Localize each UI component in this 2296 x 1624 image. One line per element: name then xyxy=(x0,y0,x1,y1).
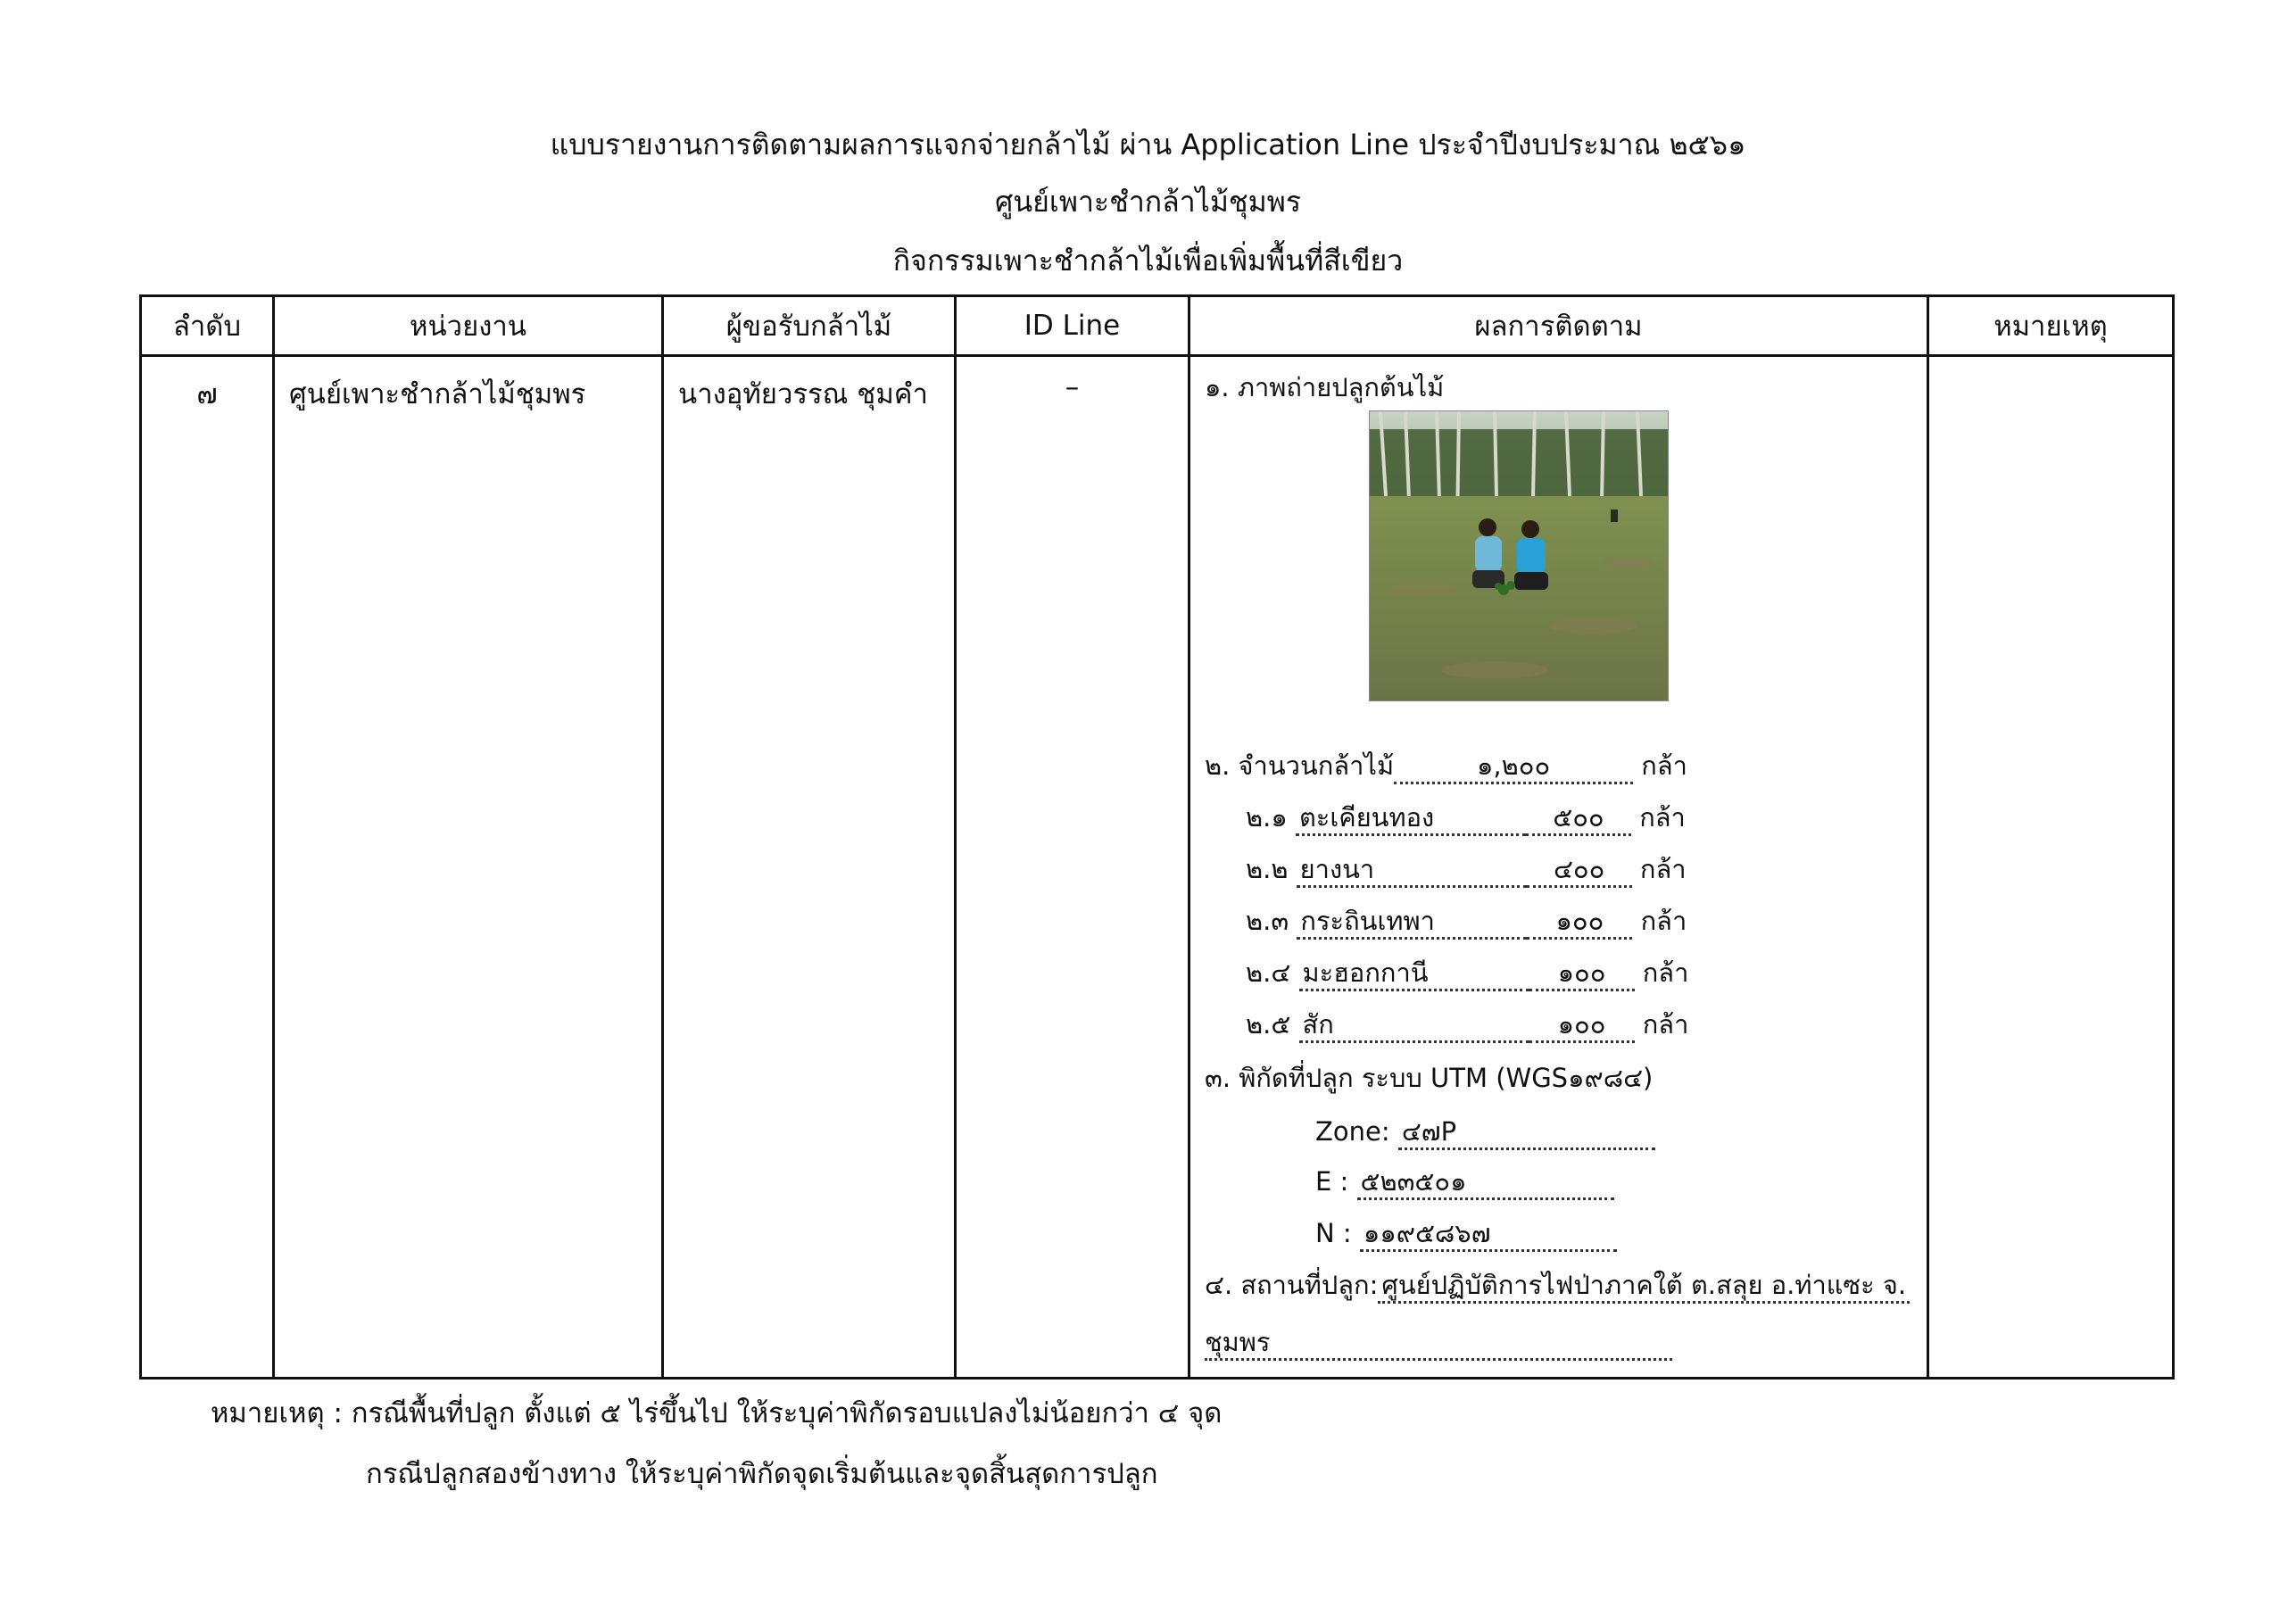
species-unit: กล้า xyxy=(1639,802,1686,833)
location-line xyxy=(1205,1269,1910,1304)
species-item xyxy=(1246,853,1687,888)
species-qty: ๕๐๐ xyxy=(1526,801,1631,836)
zone-label: Zone: xyxy=(1315,1116,1390,1147)
species-item xyxy=(1246,957,1688,991)
location-value-2: ชุมพร xyxy=(1205,1326,1672,1361)
table-header-row xyxy=(141,296,2174,356)
footnote-line-2: กรณีปลูกสองข้างทาง ให้ระบุค่าพิกัดจุดเริ่มต้นและจุดสิ้นสุดการปลูก xyxy=(366,1458,1158,1490)
photo-caption: ๑. ภาพถ่ายปลูกต้นไม้ xyxy=(1205,372,1445,402)
northing-label: N : xyxy=(1315,1218,1352,1248)
species-no: ๒.๔ xyxy=(1246,957,1291,988)
footnotes xyxy=(211,1383,1222,1504)
species-qty: ๑๐๐ xyxy=(1527,905,1632,940)
seedling-total-unit: กล้า xyxy=(1641,750,1687,781)
northing-line xyxy=(1315,1217,1617,1252)
agency-cell: ศูนย์เพาะชำกล้าไม้ชุมพร xyxy=(274,356,663,1379)
species-unit: กล้า xyxy=(1639,854,1687,884)
species-no: ๒.๒ xyxy=(1246,854,1289,884)
easting-line xyxy=(1315,1165,1614,1200)
seedling-total-label: ๒. จำนวนกล้าไม้ xyxy=(1205,750,1395,781)
zone-value: ๔๗P xyxy=(1398,1115,1655,1150)
easting-label: E : xyxy=(1315,1166,1349,1197)
report-table xyxy=(139,294,2175,1380)
zone-line xyxy=(1315,1115,1655,1150)
species-item xyxy=(1246,801,1686,836)
planting-photo-image xyxy=(1370,411,1668,700)
footnote-line-1: หมายเหตุ : กรณีพื้นที่ปลูก ตั้งแต่ ๕ ไร่ขึ้นไป ให้ระบุค่าพิกัดรอบแปลงไม่น้อยกว่า ๔ จุด xyxy=(211,1397,1223,1429)
report-title: แบบรายงานการติดตามผลการแจกจ่ายกล้าไม้ ผ่าน Application Line ประจำปีงบประมาณ ๒๕๖๑ xyxy=(550,128,1746,162)
table-row xyxy=(141,356,2174,1379)
coordinates-heading: ๓. พิกัดที่ปลูก ระบบ UTM (WGS๑๙๘๔) xyxy=(1205,1063,1654,1093)
seedling-total-value: ๑,๒๐๐ xyxy=(1394,750,1633,784)
col-recipient: ผู้ขอรับกล้าไม้ xyxy=(663,296,956,356)
species-item xyxy=(1246,1008,1688,1043)
remark-cell xyxy=(1928,356,2174,1379)
species-no: ๒.๓ xyxy=(1246,906,1289,936)
species-no: ๒.๑ xyxy=(1246,802,1288,833)
col-agency: หน่วยงาน xyxy=(274,296,663,356)
result-cell xyxy=(1189,356,1928,1379)
species-qty: ๔๐๐ xyxy=(1527,853,1632,888)
activity-name: กิจกรรมเพาะชำกล้าไม้เพื่อเพิ่มพื้นที่สีเขียว xyxy=(892,244,1404,278)
species-item xyxy=(1246,905,1687,940)
id-line-cell: – xyxy=(956,356,1189,1379)
northing-value: ๑๑๙๕๘๖๗ xyxy=(1360,1217,1617,1252)
species-qty: ๑๐๐ xyxy=(1529,957,1635,991)
location-label: ๔. สถานที่ปลูก: xyxy=(1205,1270,1379,1300)
center-name: ศูนย์เพาะชำกล้าไม้ชุมพร xyxy=(994,185,1302,219)
col-order: ลำดับ xyxy=(141,296,274,356)
planting-photo xyxy=(1369,410,1669,701)
species-name: สัก xyxy=(1299,1008,1529,1043)
species-name: กระถินเทพา xyxy=(1297,905,1527,940)
species-qty: ๑๐๐ xyxy=(1529,1008,1635,1043)
species-unit: กล้า xyxy=(1642,1009,1689,1040)
seedling-total-line xyxy=(1205,750,1687,784)
col-result: ผลการติดตาม xyxy=(1189,296,1928,356)
species-name: ตะเคียนทอง xyxy=(1296,801,1526,836)
species-name: ยางนา xyxy=(1297,853,1527,888)
location-value: ศูนย์ปฏิบัติการไฟป่าภาคใต้ ต.สลุย อ.ท่าแซะ จ. xyxy=(1378,1269,1910,1304)
species-name: มะฮอกกานี xyxy=(1299,957,1529,991)
col-id-line: ID Line xyxy=(956,296,1189,356)
species-unit: กล้า xyxy=(1642,957,1689,988)
location-line-2 xyxy=(1205,1326,1672,1361)
recipient-cell: นางอุทัยวรรณ ชุมคำ xyxy=(663,356,956,1379)
easting-value: ๕๒๓๕๐๑ xyxy=(1357,1165,1614,1200)
species-no: ๒.๕ xyxy=(1246,1009,1291,1040)
species-unit: กล้า xyxy=(1640,906,1687,936)
col-remark: หมายเหตุ xyxy=(1928,296,2174,356)
order-cell: ๗ xyxy=(141,356,274,1379)
